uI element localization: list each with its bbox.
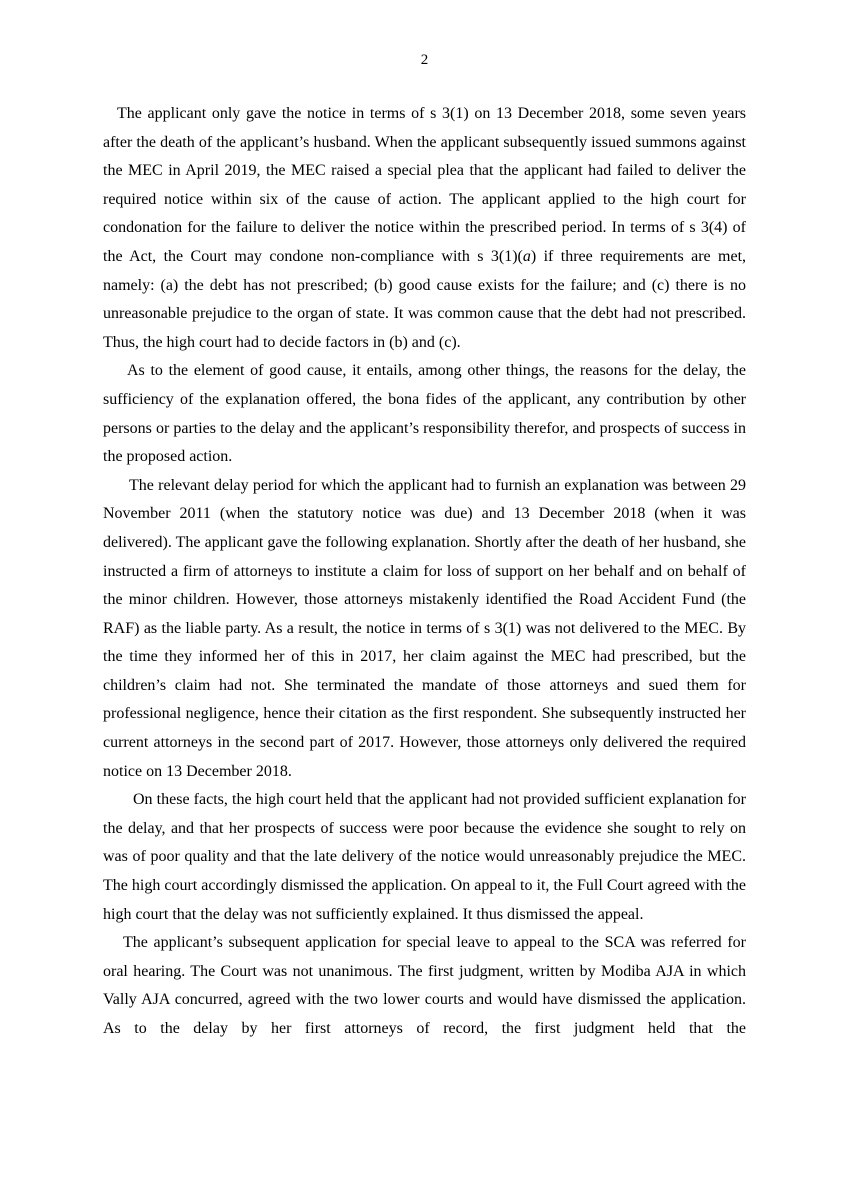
paragraph-text: ) if three requirements are met, namely: (a) the debt has not prescribed; (b) good cause exists for the failure; and (c) there is no unreasonable prejudice to the organ of state. It was common cause that the debt had not prescribed. Thus, the high court had to decide factors in (b) and (c). [103, 247, 747, 351]
italic-subsection-letter: a [522, 247, 531, 265]
document-body [103, 100, 746, 1044]
paragraph-high-court-finding: On these facts, the high court held that the applicant had not provided sufficient explanation for the delay, and that her prospects of success were poor because the evidence she sought to rely on was of poor quality and that the late delivery of the notice would unreasonably prejudice the MEC. The high court accordingly dismissed the application. On appeal to it, the Full Court agreed with the high court that the delay was not sufficiently explained. It thus dismissed the appeal. [103, 791, 746, 923]
paragraph-special-leave: The applicant’s subsequent application for special leave to appeal to the SCA was referred for oral hearing. The Court was not unanimous. The first judgment, written by Modiba AJA in which Vally AJA concurred, agreed with the two lower courts and would have dismissed the application. As to the delay by her first attorneys of record, the first judgment held that the [103, 934, 746, 1037]
paragraph-notice-and-condonation [103, 100, 746, 357]
paragraph-text: The applicant only gave the notice in terms of s 3(1) on 13 December 2018, some seven years after the death of the applicant’s husband. When the applicant subsequently issued summons against the MEC in April 2019, the MEC raised a special plea that the applicant had failed to deliver the required notice within six of the cause of action. The applicant applied to the high court for condonation for the failure to deliver the notice within the prescribed period. In terms of s 3(4) of the Act, the Court may condone non-compliance with s 3(1)( [103, 105, 746, 265]
paragraph-good-cause: As to the element of good cause, it entails, among other things, the reasons for the delay, the sufficiency of the explanation offered, the bona fides of the applicant, any contribution by other persons or parties to the delay and the applicant’s responsibility therefor, and prospects of success in the proposed action. [103, 362, 746, 466]
paragraph-delay-explanation: The relevant delay period for which the applicant had to furnish an explanation was between 29 November 2011 (when the statutory notice was due) and 13 December 2018 (when it was delivered). The applicant gave the following explanation. Shortly after the death of her husband, she instructed a firm of attorneys to institute a claim for loss of support on her behalf and on behalf of the minor children. However, those attorneys mistakenly identified the Road Accident Fund (the RAF) as the liable party. As a result, the notice in terms of s 3(1) was not delivered to the MEC. By the time they informed her of this in 2017, her claim against the MEC had prescribed, but the children’s claim had not. She terminated the mandate of those attorneys and sued them for professional negligence, hence their citation as the first respondent. She subsequently instructed her current attorneys in the second part of 2017. However, those attorneys only delivered the required notice on 13 December 2018. [103, 476, 746, 780]
page-number: 2 [420, 52, 429, 68]
